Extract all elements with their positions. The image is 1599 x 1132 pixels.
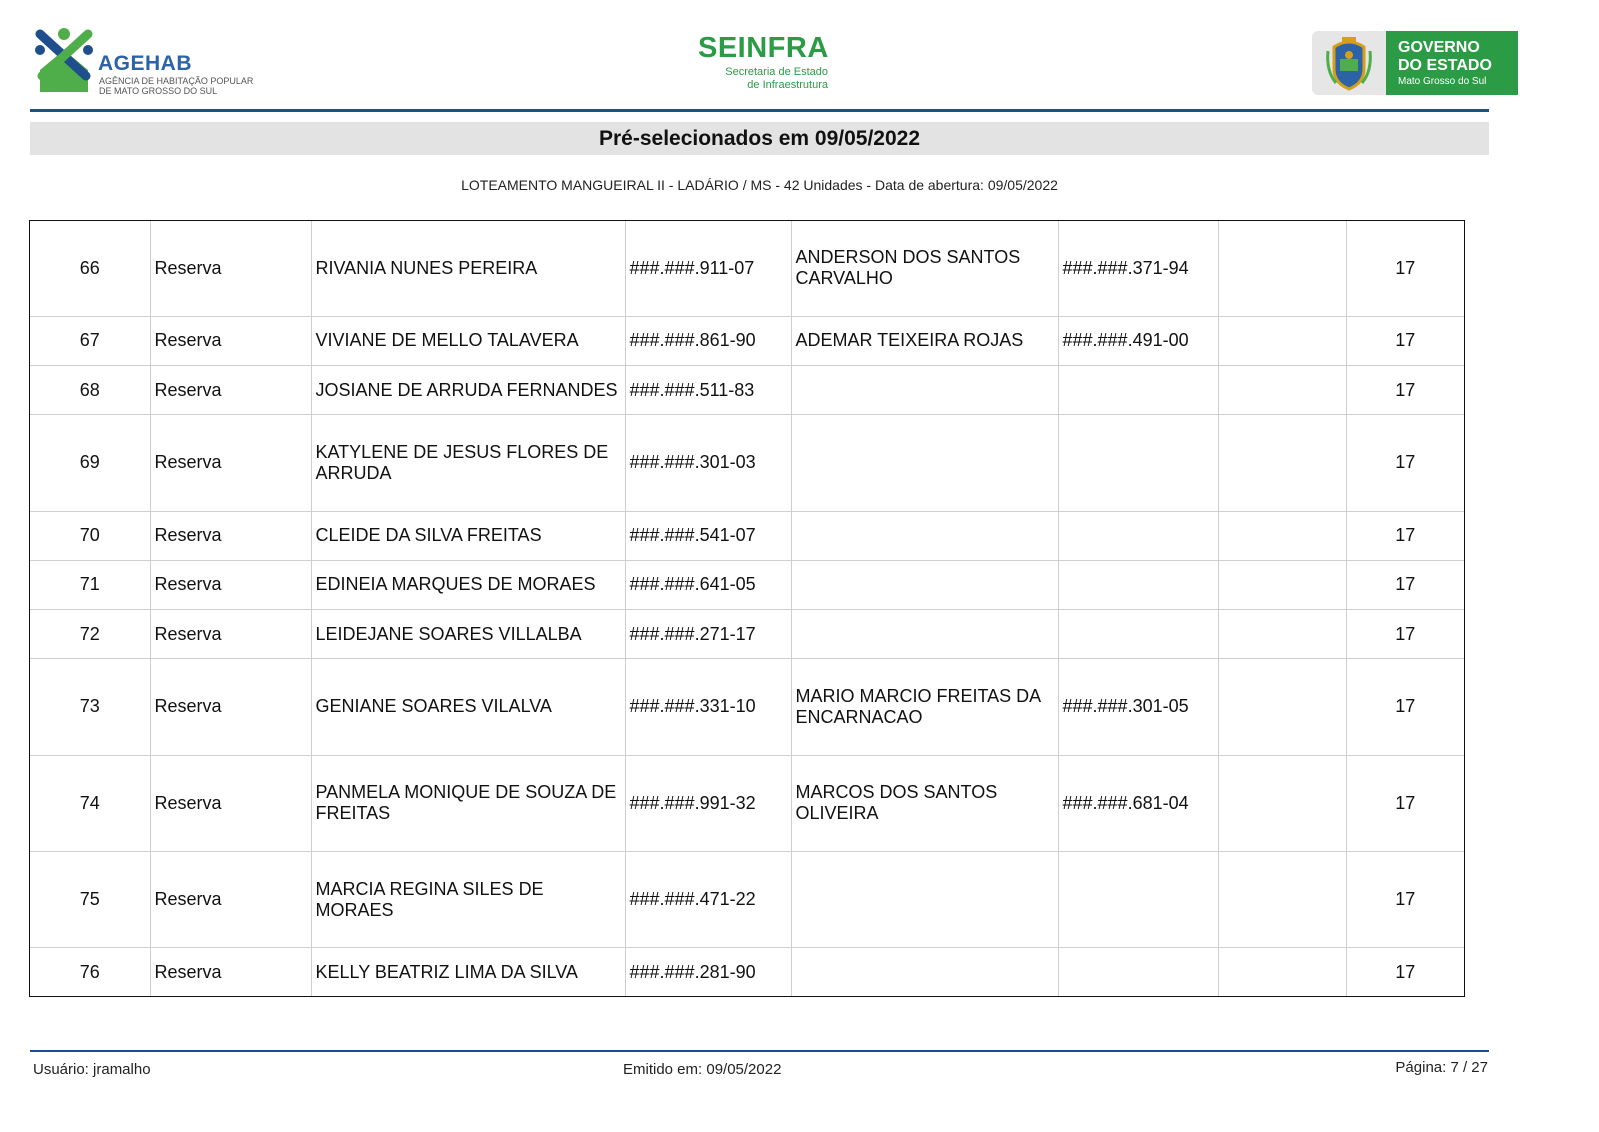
spouse-name-cell: ADEMAR TEIXEIRA ROJAS (791, 316, 1058, 365)
coat-of-arms-icon (1324, 35, 1374, 91)
name-cell: JOSIANE DE ARRUDA FERNANDES (311, 365, 625, 414)
table-row (30, 851, 1464, 947)
spouse-cpf-cell: ###.###.491-00 (1058, 316, 1218, 365)
cpf-cell: ###.###.331-10 (625, 659, 791, 755)
extra-cell (1218, 851, 1346, 947)
table-body (30, 221, 1464, 996)
status-cell: Reserva (150, 415, 311, 511)
governo-box (1386, 31, 1518, 95)
extra-cell (1218, 511, 1346, 560)
extra-cell (1218, 316, 1346, 365)
status-cell: Reserva (150, 659, 311, 755)
table-row (30, 511, 1464, 560)
page-header (30, 26, 1528, 110)
spouse-name-cell (791, 948, 1058, 996)
extra-cell (1218, 659, 1346, 755)
name-cell: LEIDEJANE SOARES VILLALBA (311, 610, 625, 659)
spouse-name-cell: MARIO MARCIO FREITAS DA ENCARNACAO (791, 659, 1058, 755)
page-title: Pré-selecionados em 09/05/2022 (30, 122, 1489, 155)
status-cell: Reserva (150, 221, 311, 316)
row-number-cell: 73 (30, 659, 150, 755)
agehab-name: AGEHAB (98, 52, 193, 75)
row-number-cell: 70 (30, 511, 150, 560)
name-cell: VIVIANE DE MELLO TALAVERA (311, 316, 625, 365)
score-cell: 17 (1346, 851, 1464, 947)
extra-cell (1218, 755, 1346, 851)
cpf-cell: ###.###.511-83 (625, 365, 791, 414)
name-cell: KATYLENE DE JESUS FLORES DE ARRUDA (311, 415, 625, 511)
cpf-cell: ###.###.541-07 (625, 511, 791, 560)
spouse-cpf-cell (1058, 365, 1218, 414)
score-cell: 17 (1395, 961, 1416, 982)
status-cell: Reserva (150, 755, 311, 851)
score-cell: 17 (1346, 560, 1464, 609)
spouse-cpf-cell (1058, 511, 1218, 560)
spouse-cpf-cell: ###.###.681-04 (1058, 755, 1218, 851)
footer-page-number: Página: 7 / 27 (1395, 1059, 1488, 1076)
table-row (30, 560, 1464, 609)
status-cell: Reserva (150, 316, 311, 365)
spouse-cpf-cell (1058, 415, 1218, 511)
table-row (30, 755, 1464, 851)
spouse-name-cell (791, 415, 1058, 511)
row-number-cell: 72 (30, 610, 150, 659)
spouse-name-cell (791, 851, 1058, 947)
candidates-grid (30, 221, 1464, 996)
score-cell: 17 (1346, 755, 1464, 851)
page-subtitle: LOTEAMENTO MANGUEIRAL II - LADÁRIO / MS - 42 Unidades - Data de abertura: 09/05/2022 (461, 177, 1058, 193)
seinfra-subtitle: Secretaria de Estado de Infraestrutura (725, 66, 828, 91)
name-cell: PANMELA MONIQUE DE SOUZA DE FREITAS (311, 755, 625, 851)
row-number-cell: 69 (30, 415, 150, 511)
extra-cell (1218, 610, 1346, 659)
extra-cell (1218, 560, 1346, 609)
score-cell: 17 (1346, 316, 1464, 365)
status-cell: Reserva (150, 610, 311, 659)
status-cell: Reserva (150, 560, 311, 609)
cpf-cell: ###.###.281-90 (625, 948, 791, 996)
row-number-cell: 74 (30, 755, 150, 851)
spouse-name-cell (791, 610, 1058, 659)
footer-divider (30, 1050, 1489, 1052)
score-cell: 17 (1346, 659, 1464, 755)
candidates-table (29, 220, 1465, 997)
seinfra-name: SEINFRA (698, 32, 829, 64)
cpf-cell: ###.###.301-03 (625, 415, 791, 511)
table-row (30, 221, 1464, 316)
row-number-cell: 71 (30, 560, 150, 609)
spouse-cpf-cell (1058, 948, 1218, 996)
cpf-cell: ###.###.991-32 (625, 755, 791, 851)
cpf-cell: ###.###.471-22 (625, 851, 791, 947)
spouse-cpf-cell (1058, 610, 1218, 659)
table-row (30, 365, 1464, 414)
table-row (30, 316, 1464, 365)
name-cell: EDINEIA MARQUES DE MORAES (311, 560, 625, 609)
header-divider (30, 109, 1489, 112)
name-cell: KELLY BEATRIZ LIMA DA SILVA (311, 948, 625, 996)
footer-user: Usuário: jramalho (33, 1061, 151, 1078)
row-number-cell: 76 (30, 948, 150, 996)
cpf-cell: ###.###.271-17 (625, 610, 791, 659)
name-cell: GENIANE SOARES VILALVA (311, 659, 625, 755)
governo-title: GOVERNO DO ESTADO (1398, 39, 1492, 74)
table-row (30, 948, 1464, 996)
status-cell: Reserva (150, 948, 311, 996)
table-row (30, 659, 1464, 755)
spouse-name-cell (791, 560, 1058, 609)
agehab-logo (34, 26, 264, 98)
spouse-name-cell (791, 365, 1058, 414)
spouse-cpf-cell: ###.###.301-05 (1058, 659, 1218, 755)
footer-emitted-date: Emitido em: 09/05/2022 (623, 1061, 782, 1078)
cpf-cell: ###.###.641-05 (625, 560, 791, 609)
agehab-logo-icon (34, 26, 94, 92)
score-cell: 17 (1346, 365, 1464, 414)
score-cell: 17 (1346, 511, 1464, 560)
score-cell: 17 (1346, 415, 1464, 511)
governo-logo (1312, 31, 1518, 95)
status-cell: Reserva (150, 365, 311, 414)
status-cell: Reserva (150, 511, 311, 560)
spouse-name-cell (791, 511, 1058, 560)
row-number-cell: 75 (30, 851, 150, 947)
name-cell: RIVANIA NUNES PEREIRA (311, 221, 625, 316)
name-cell: CLEIDE DA SILVA FREITAS (311, 511, 625, 560)
spouse-name-cell: MARCOS DOS SANTOS OLIVEIRA (791, 755, 1058, 851)
agehab-subtitle: AGÊNCIA DE HABITAÇÃO POPULAR DE MATO GROSSO DO SUL (99, 76, 254, 96)
extra-cell (1218, 948, 1346, 996)
cpf-cell: ###.###.911-07 (625, 221, 791, 316)
extra-cell (1218, 415, 1346, 511)
extra-cell (1218, 221, 1346, 316)
spouse-name-cell: ANDERSON DOS SANTOS CARVALHO (791, 221, 1058, 316)
score-cell: 17 (1346, 610, 1464, 659)
spouse-cpf-cell (1058, 851, 1218, 947)
extra-cell (1218, 365, 1346, 414)
table-row (30, 610, 1464, 659)
spouse-cpf-cell: ###.###.371-94 (1058, 221, 1218, 316)
spouse-cpf-cell (1058, 560, 1218, 609)
cpf-cell: ###.###.861-90 (625, 316, 791, 365)
governo-subtitle: Mato Grosso do Sul (1398, 76, 1487, 87)
status-cell: Reserva (150, 851, 311, 947)
name-cell: MARCIA REGINA SILES DE MORAES (311, 851, 625, 947)
seinfra-logo (698, 32, 828, 92)
score-cell: 17 (1346, 221, 1464, 316)
row-number-cell: 67 (30, 316, 150, 365)
table-row (30, 415, 1464, 511)
row-number-cell: 68 (30, 365, 150, 414)
row-number-cell: 66 (30, 221, 150, 316)
state-crest (1312, 31, 1386, 95)
